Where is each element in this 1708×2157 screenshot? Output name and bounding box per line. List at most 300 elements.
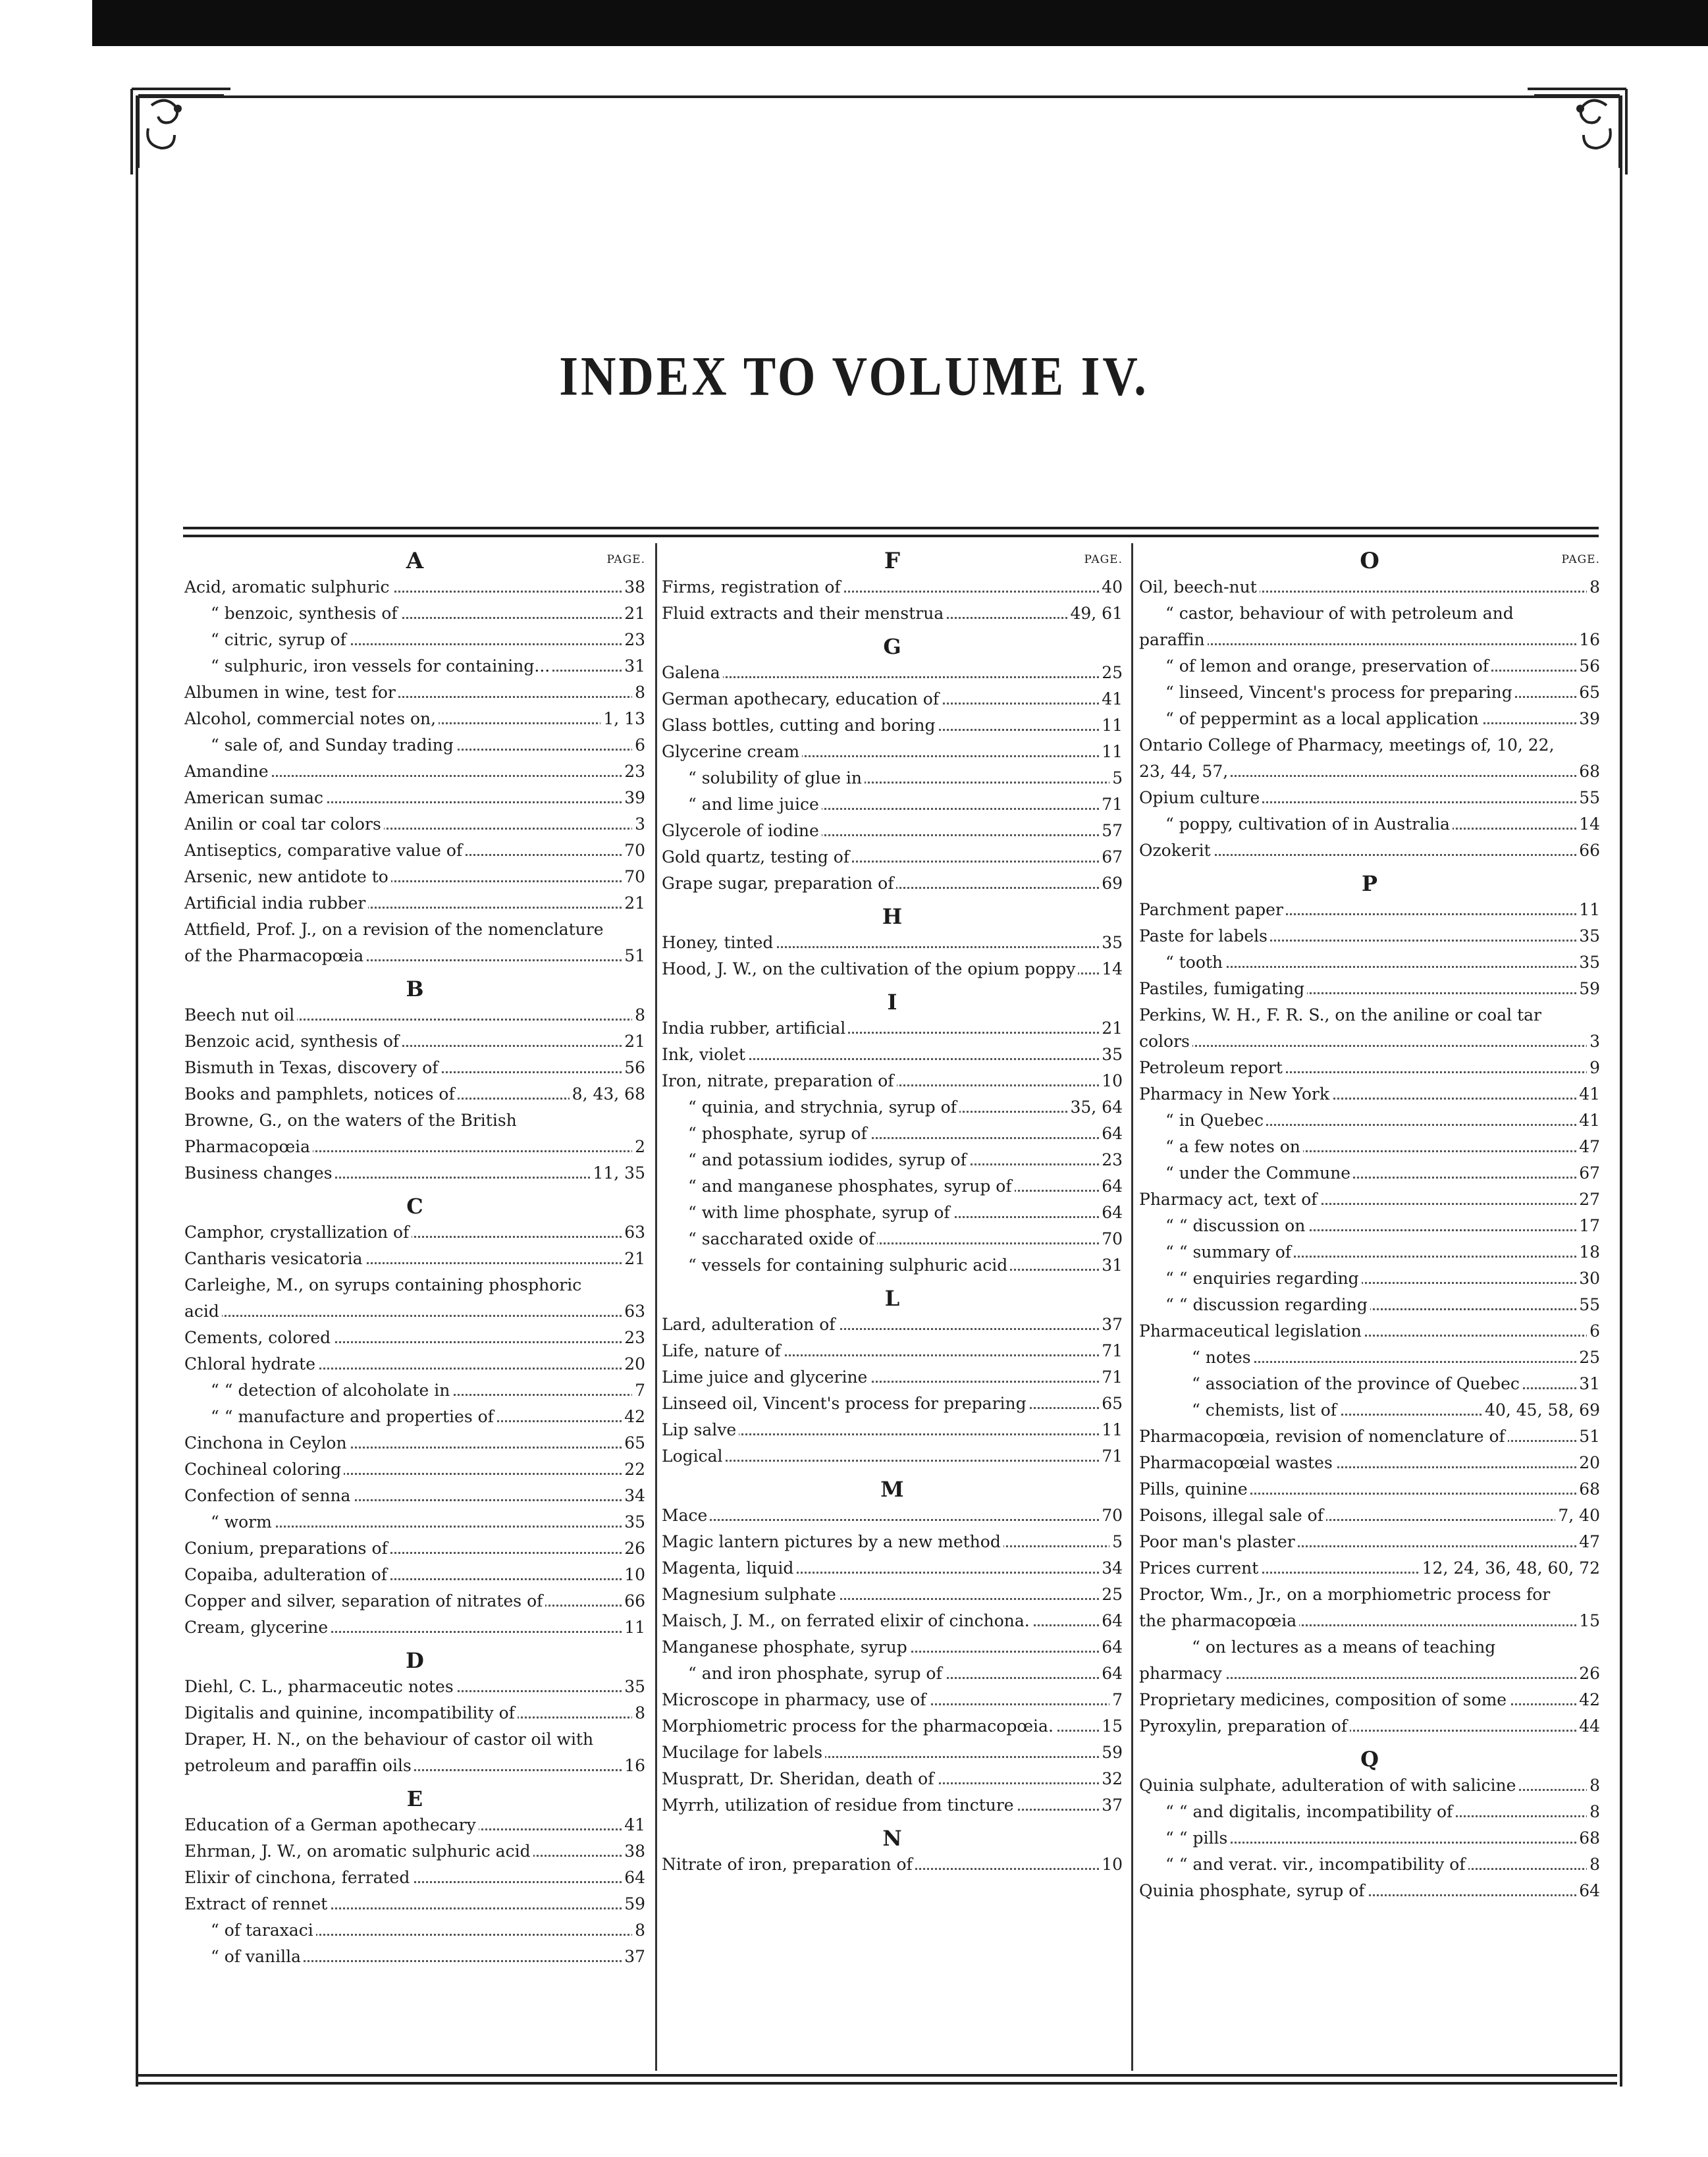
top-rule	[183, 527, 1599, 529]
top-black-bar	[92, 0, 1708, 46]
entry-text: Mace	[662, 1506, 710, 1525]
index-entry	[184, 1002, 645, 1028]
entry-page-number: 35	[622, 1509, 645, 1535]
index-entry	[184, 1081, 645, 1107]
index-column-1	[184, 548, 645, 1970]
leader-dots	[662, 1460, 1123, 1462]
entry-text: “ benzoic, synthesis of	[184, 604, 400, 623]
entry-text: Mucilage for labels	[662, 1743, 825, 1762]
entry-text: Bismuth in Texas, discovery of	[184, 1058, 441, 1077]
entry-text: Life, nature of	[662, 1341, 784, 1360]
entry-text: Petroleum report	[1139, 1058, 1285, 1077]
entry-text: “ and lime juice	[662, 795, 822, 814]
entry-text: Pastiles, fumigating	[1139, 979, 1307, 998]
entry-page-number: 10	[1099, 1068, 1123, 1094]
entry-page-number: 65	[1099, 1391, 1123, 1417]
entry-text: Artificial india rubber	[184, 893, 368, 913]
entry-text: “ “ manufacture and properties of	[184, 1407, 496, 1426]
index-entry	[1139, 1265, 1600, 1292]
entry-text: Logical	[662, 1447, 726, 1466]
entry-page-number: 38	[622, 1838, 645, 1865]
entry-text: Extract of rennet	[184, 1894, 330, 1913]
index-entry	[184, 811, 645, 838]
entry-text: Maisch, J. M., on ferrated elixir of cinchona.	[662, 1611, 1032, 1630]
index-entry	[184, 679, 645, 706]
index-entry	[662, 1582, 1123, 1608]
index-entry	[662, 1068, 1123, 1094]
entry-page-number: 35	[1576, 949, 1600, 976]
entry-page-number: 21	[1099, 1015, 1123, 1042]
index-entry	[662, 1792, 1123, 1819]
index-entry	[662, 1042, 1123, 1068]
index-entry	[184, 1219, 645, 1246]
entry-page-number: 64	[1099, 1608, 1123, 1634]
entry-text: Amandine	[184, 762, 271, 781]
index-entry	[662, 1252, 1123, 1279]
index-entry	[1139, 1186, 1600, 1213]
entry-text: Proctor, Wm., Jr., on a morphiometric process for the pharmacopœia	[1139, 1585, 1551, 1630]
entry-page-number: 51	[1576, 1424, 1600, 1450]
index-entry	[662, 600, 1123, 627]
section-letter: G	[883, 634, 901, 659]
entry-page-number: 20	[622, 1351, 645, 1377]
index-entry	[184, 1562, 645, 1588]
entry-text: Morphiometric process for the pharmacopœia.	[662, 1717, 1056, 1736]
index-entry	[662, 765, 1123, 791]
index-entry	[184, 759, 645, 785]
entry-page-number: 27	[1576, 1186, 1600, 1213]
entry-page-number: 64	[1576, 1878, 1600, 1904]
index-entry	[1139, 1345, 1600, 1371]
entry-text: “ a few notes on	[1139, 1137, 1303, 1156]
entry-page-number: 35, 64	[1067, 1094, 1123, 1121]
index-entry	[184, 1838, 645, 1865]
entry-text: American sumac	[184, 788, 326, 807]
index-entry	[662, 930, 1123, 956]
index-entry	[184, 1377, 645, 1404]
leader-dots	[662, 1519, 1123, 1521]
column-letter: A	[406, 548, 424, 574]
entry-page-number: 66	[1576, 838, 1600, 864]
index-entry	[1139, 706, 1600, 732]
entry-page-number: 47	[1576, 1134, 1600, 1160]
index-entry	[184, 1588, 645, 1614]
index-entry	[1139, 1878, 1600, 1904]
entry-text: Anilin or coal tar colors	[184, 814, 384, 834]
entry-text: Galena	[662, 663, 723, 682]
section-letter: B	[406, 976, 424, 1001]
entry-text: Ontario College of Pharmacy, meetings of, 10, 22, 23, 44, 57,	[1139, 735, 1555, 781]
entry-page-number: 37	[622, 1944, 645, 1970]
entry-page-number: 17	[1576, 1213, 1600, 1239]
entry-text: “ solubility of glue in	[662, 768, 865, 787]
entry-text: Pharmacopœial wastes	[1139, 1453, 1335, 1472]
entry-text: Lard, adulteration of	[662, 1315, 838, 1334]
index-entry	[662, 956, 1123, 982]
entry-page-number: 18	[1576, 1239, 1600, 1265]
index-entry	[184, 1160, 645, 1186]
entry-text: Cochineal coloring	[184, 1460, 344, 1479]
index-entry	[184, 1726, 645, 1779]
index-entry	[1139, 1772, 1600, 1799]
entry-text: Oil, beech-nut	[1139, 577, 1260, 597]
entry-page-number: 35	[622, 1674, 645, 1700]
entry-page-number: 59	[1576, 976, 1600, 1002]
entry-page-number: 10	[622, 1562, 645, 1588]
index-entry	[1139, 1371, 1600, 1397]
index-entry	[1139, 785, 1600, 811]
section-letter: L	[884, 1286, 900, 1311]
index-entry	[1139, 1107, 1600, 1134]
index-entry	[662, 1121, 1123, 1147]
entry-page-number: 70	[1099, 1226, 1123, 1252]
entry-text: Camphor, crystallization of	[184, 1223, 412, 1242]
entry-text: Beech nut oil	[184, 1005, 297, 1025]
entry-page-number: 8	[632, 1700, 645, 1726]
index-entry	[184, 600, 645, 627]
entry-page-number: 5	[1109, 765, 1123, 791]
index-entry	[184, 1107, 645, 1160]
page-column-label: PAGE.	[606, 553, 645, 566]
entry-text: Firms, registration of	[662, 577, 843, 597]
entry-page-number: 67	[1099, 844, 1123, 870]
entry-page-number: 67	[1576, 1160, 1600, 1186]
entry-text: “ sulphuric, iron vessels for containing...	[184, 656, 552, 676]
entry-text: Chloral hydrate	[184, 1354, 318, 1373]
index-entry	[1139, 1397, 1600, 1424]
index-entry	[1139, 1555, 1600, 1582]
entry-text: Quinia sulphate, adulteration of with salicine	[1139, 1776, 1518, 1795]
index-entry	[662, 1851, 1123, 1878]
entry-text: Business changes	[184, 1163, 335, 1183]
index-entry	[1139, 1424, 1600, 1450]
entry-page-number: 11	[1576, 897, 1600, 923]
entry-page-number: 64	[1099, 1661, 1123, 1687]
column-header	[184, 548, 645, 574]
index-entry	[1139, 1318, 1600, 1345]
column-letter: F	[884, 548, 901, 574]
entry-page-number: 71	[1099, 1364, 1123, 1391]
section-letter: I	[887, 990, 897, 1015]
index-entry	[184, 1055, 645, 1081]
entry-text: Benzoic acid, synthesis of	[184, 1032, 402, 1051]
entry-text: Carleighe, M., on syrups containing phosphoric acid	[184, 1275, 582, 1321]
index-entry	[1139, 1002, 1600, 1055]
entry-page-number: 70	[622, 838, 645, 864]
index-entry	[184, 864, 645, 890]
index-entry	[184, 1812, 645, 1838]
entry-page-number: 20	[1576, 1450, 1600, 1476]
entry-page-number: 8	[1587, 1772, 1600, 1799]
section-letter: H	[882, 904, 903, 929]
entry-page-number: 41	[1576, 1081, 1600, 1107]
entry-page-number: 56	[622, 1055, 645, 1081]
index-entry	[662, 1634, 1123, 1661]
entry-page-number: 63	[622, 1219, 645, 1246]
entry-text: Pharmaceutical legislation	[1139, 1321, 1364, 1341]
entry-page-number: 51	[622, 943, 645, 969]
entry-text: “ “ discussion on	[1139, 1216, 1308, 1235]
index-entry	[1139, 897, 1600, 923]
corner-ornament-icon	[125, 82, 237, 181]
index-entry	[1139, 923, 1600, 949]
index-entry	[662, 1147, 1123, 1173]
index-entry	[1139, 1476, 1600, 1503]
index-entry	[184, 1917, 645, 1944]
entry-text: Hood, J. W., on the cultivation of the opium poppy	[662, 959, 1078, 978]
entry-page-number: 35	[1576, 923, 1600, 949]
entry-page-number: 38	[622, 574, 645, 600]
entry-page-number: 70	[1099, 1503, 1123, 1529]
entry-page-number: 10	[1099, 1851, 1123, 1878]
entry-text: Glycerole of iodine	[662, 821, 822, 840]
entry-page-number: 31	[1099, 1252, 1123, 1279]
entry-page-number: 40	[1099, 574, 1123, 600]
entry-text: Arsenic, new antidote to	[184, 867, 391, 886]
entry-text: Pills, quinine	[1139, 1479, 1250, 1499]
entry-text: Quinia phosphate, syrup of	[1139, 1881, 1368, 1900]
index-entry	[662, 844, 1123, 870]
page-title: INDEX TO VOLUME IV.	[559, 345, 1149, 408]
index-entry	[184, 732, 645, 759]
entry-page-number: 64	[1099, 1200, 1123, 1226]
index-entry	[662, 1094, 1123, 1121]
entry-text: Pharmacopœia, revision of nomenclature of	[1139, 1427, 1508, 1446]
index-entry	[662, 1173, 1123, 1200]
entry-page-number: 8	[1587, 1799, 1600, 1825]
entry-text: “ poppy, cultivation of in Australia	[1139, 814, 1453, 834]
index-entry	[1139, 1582, 1600, 1634]
entry-page-number: 11	[622, 1614, 645, 1641]
index-column-2	[662, 548, 1123, 1878]
index-entry	[184, 1028, 645, 1055]
entry-text: Cinchona in Ceylon	[184, 1433, 350, 1452]
entry-page-number: 69	[1099, 870, 1123, 897]
entry-text: Albumen in wine, test for	[184, 683, 398, 702]
entry-text: Antiseptics, comparative value of	[184, 841, 465, 860]
entry-page-number: 71	[1099, 1443, 1123, 1470]
index-column-3	[1139, 548, 1600, 1904]
entry-text: Muspratt, Dr. Sheridan, death of	[662, 1769, 937, 1788]
entry-page-number: 37	[1099, 1312, 1123, 1338]
column-divider	[1131, 543, 1133, 2071]
entry-page-number: 55	[1576, 1292, 1600, 1318]
section-letter: E	[406, 1786, 423, 1811]
entry-page-number: 16	[622, 1753, 645, 1779]
entry-text: Attfield, Prof. J., on a revision of the nomenclature of the Pharmacopœia	[184, 920, 604, 965]
entry-page-number: 63	[622, 1298, 645, 1325]
index-entry	[662, 1713, 1123, 1740]
index-entry	[1139, 1160, 1600, 1186]
entry-page-number: 56	[1576, 653, 1600, 679]
index-entry	[184, 1246, 645, 1272]
entry-page-number: 34	[622, 1483, 645, 1509]
entry-page-number: 42	[622, 1404, 645, 1430]
index-entry	[1139, 1503, 1600, 1529]
bottom-rule	[136, 2074, 1617, 2077]
entry-page-number: 42	[1576, 1687, 1600, 1713]
entry-text: “ “ pills	[1139, 1828, 1230, 1848]
index-entry	[1139, 811, 1600, 838]
entry-page-number: 25	[1099, 660, 1123, 686]
index-entry	[662, 686, 1123, 712]
entry-text: Honey, tinted	[662, 933, 776, 952]
index-entry	[1139, 1239, 1600, 1265]
index-entry	[184, 1700, 645, 1726]
entry-text: Cements, colored	[184, 1328, 333, 1347]
index-entry	[662, 660, 1123, 686]
entry-text: “ linseed, Vincent's process for preparing	[1139, 683, 1515, 702]
index-entry	[184, 706, 645, 732]
entry-page-number: 8	[1587, 574, 1600, 600]
entry-page-number: 39	[622, 785, 645, 811]
entry-text: “ “ detection of alcoholate in	[184, 1381, 452, 1400]
bottom-rule-inner	[136, 2082, 1617, 2085]
entry-page-number: 11, 35	[590, 1160, 645, 1186]
entry-page-number: 41	[622, 1812, 645, 1838]
index-entry	[184, 653, 645, 679]
entry-text: Grape sugar, preparation of	[662, 874, 896, 893]
entry-text: “ worm	[184, 1512, 275, 1531]
index-entry	[184, 1944, 645, 1970]
entry-page-number: 8	[632, 1002, 645, 1028]
entry-text: “ vessels for containing sulphuric acid	[662, 1256, 1010, 1275]
entry-text: “ “ enquiries regarding	[1139, 1269, 1362, 1288]
index-entry	[662, 1391, 1123, 1417]
index-entry	[1139, 679, 1600, 706]
index-entry	[184, 1674, 645, 1700]
entry-text: “ tooth	[1139, 953, 1225, 972]
entry-page-number: 21	[622, 600, 645, 627]
index-entry	[184, 1614, 645, 1641]
entry-text: Elixir of cinchona, ferrated	[184, 1868, 412, 1887]
entry-text: “ on lectures as a means of teaching pharmacy	[1139, 1638, 1496, 1683]
entry-page-number: 59	[1099, 1740, 1123, 1766]
entry-text: Paste for labels	[1139, 926, 1270, 945]
entry-page-number: 6	[632, 732, 645, 759]
entry-text: Manganese phosphate, syrup	[662, 1638, 910, 1657]
entry-text: Pharmacy in New York	[1139, 1084, 1332, 1104]
index-entry	[184, 627, 645, 653]
entry-text: Magic lantern pictures by a new method	[662, 1532, 1003, 1551]
entry-text: Opium culture	[1139, 788, 1262, 807]
index-entry	[662, 574, 1123, 600]
entry-text: “ association of the province of Quebec	[1139, 1374, 1522, 1393]
leader-dots	[184, 1315, 645, 1317]
section-letter: M	[880, 1477, 904, 1502]
index-entry	[184, 785, 645, 811]
entry-page-number: 1, 13	[600, 706, 645, 732]
entry-page-number: 64	[1099, 1634, 1123, 1661]
entry-text: Prices current	[1139, 1558, 1261, 1578]
entry-page-number: 70	[622, 864, 645, 890]
entry-page-number: 7	[632, 1377, 645, 1404]
index-entry	[1139, 1713, 1600, 1740]
entry-text: Pyroxylin, preparation of	[1139, 1717, 1350, 1736]
entry-page-number: 21	[622, 1028, 645, 1055]
entry-text: “ and potassium iodides, syrup of	[662, 1150, 969, 1169]
entry-page-number: 8	[632, 1917, 645, 1944]
entry-text: “ phosphate, syrup of	[662, 1124, 870, 1143]
index-entry	[662, 1766, 1123, 1792]
index-entry	[184, 1509, 645, 1535]
index-entry	[184, 1272, 645, 1325]
index-entry	[1139, 1851, 1600, 1878]
entry-text: Ink, violet	[662, 1045, 748, 1064]
entry-text: Browne, G., on the waters of the British Pharmacopœia	[184, 1111, 517, 1156]
entry-page-number: 66	[622, 1588, 645, 1614]
entry-page-number: 8	[632, 679, 645, 706]
index-entry	[662, 1364, 1123, 1391]
entry-page-number: 57	[1099, 818, 1123, 844]
index-entry	[662, 1226, 1123, 1252]
entry-page-number: 15	[1099, 1713, 1123, 1740]
entry-page-number: 41	[1099, 686, 1123, 712]
entry-page-number: 64	[1099, 1121, 1123, 1147]
entry-text: Fluid extracts and their menstrua	[662, 604, 946, 623]
entry-text: Ozokerit	[1139, 841, 1214, 860]
index-entry	[1139, 732, 1600, 785]
entry-page-number: 47	[1576, 1529, 1600, 1555]
index-entry	[662, 791, 1123, 818]
index-entry	[1139, 1799, 1600, 1825]
index-entry	[662, 1503, 1123, 1529]
entry-text: Poor man's plaster	[1139, 1532, 1298, 1551]
entry-page-number: 2	[632, 1134, 645, 1160]
entry-page-number: 64	[1099, 1173, 1123, 1200]
column-header	[662, 548, 1123, 574]
entry-text: Education of a German apothecary	[184, 1815, 479, 1834]
index-entry	[1139, 838, 1600, 864]
entry-page-number: 7	[1109, 1687, 1123, 1713]
index-entry	[184, 917, 645, 969]
entry-text: “ with lime phosphate, syrup of	[662, 1203, 953, 1222]
entry-text: Lip salve	[662, 1420, 739, 1439]
index-entry	[1139, 1634, 1600, 1687]
entry-text: “ castor, behaviour of with petroleum and paraffin	[1139, 604, 1514, 649]
entry-page-number: 68	[1576, 1825, 1600, 1851]
entry-text: Lime juice and glycerine	[662, 1368, 870, 1387]
page-column-label: PAGE.	[1561, 553, 1600, 566]
entry-page-number: 49, 61	[1067, 600, 1123, 627]
entry-page-number: 71	[1099, 791, 1123, 818]
entry-page-number: 65	[622, 1430, 645, 1456]
index-entry	[184, 1535, 645, 1562]
index-entry	[1139, 1213, 1600, 1239]
entry-page-number: 15	[1576, 1608, 1600, 1634]
entry-page-number: 25	[1576, 1345, 1600, 1371]
index-entry	[662, 1015, 1123, 1042]
entry-page-number: 40, 45, 58, 69	[1482, 1397, 1600, 1424]
index-entry	[1139, 1081, 1600, 1107]
entry-text: India rubber, artificial	[662, 1019, 848, 1038]
entry-page-number: 14	[1576, 811, 1600, 838]
entry-text: “ in Quebec	[1139, 1111, 1266, 1130]
entry-text: “ of peppermint as a local application	[1139, 709, 1481, 728]
entry-page-number: 59	[622, 1891, 645, 1917]
index-entry	[1139, 574, 1600, 600]
entry-page-number: 3	[632, 811, 645, 838]
entry-text: “ of vanilla	[184, 1947, 304, 1966]
entry-text: “ chemists, list of	[1139, 1400, 1339, 1420]
entry-text: “ notes	[1139, 1348, 1254, 1367]
entry-page-number: 11	[1099, 739, 1123, 765]
index-entry	[184, 1351, 645, 1377]
index-entry	[1139, 1825, 1600, 1851]
entry-page-number: 31	[1576, 1371, 1600, 1397]
index-entry	[662, 1417, 1123, 1443]
index-entry	[662, 1740, 1123, 1766]
